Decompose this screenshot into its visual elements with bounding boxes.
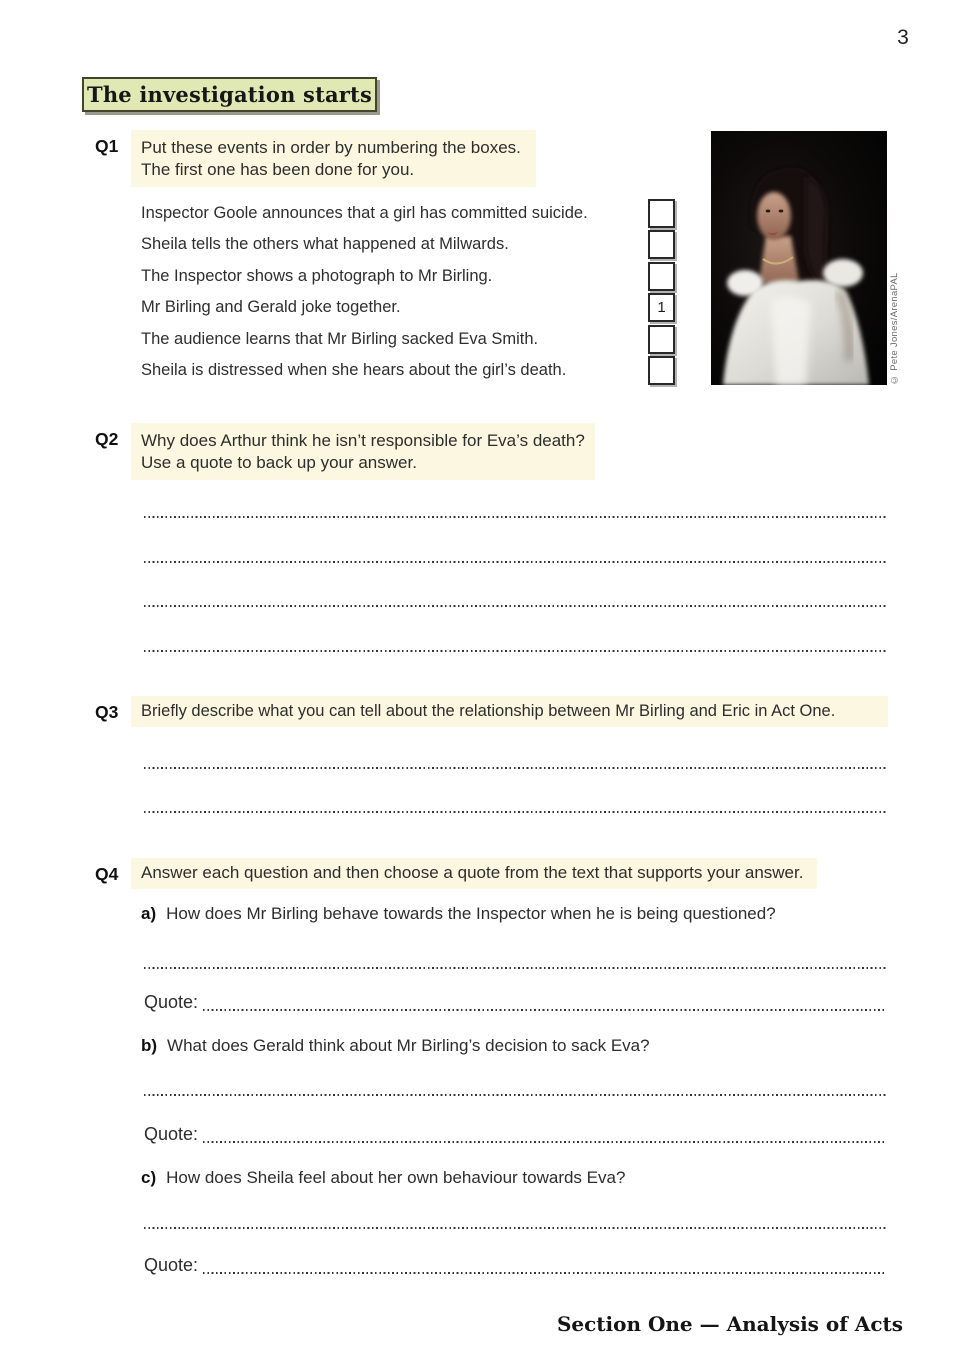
q4c-text: How does Sheila feel about her own behaviour towards Eva? <box>166 1168 626 1187</box>
section-title-box <box>82 77 377 112</box>
section-title: The investigation starts <box>87 82 372 107</box>
q4c-quote-label: Quote: <box>144 1255 199 1275</box>
q3-text: Briefly describe what you can tell about the relationship between Mr Birling and Eric in Act One. <box>141 702 836 720</box>
q4a-quote-label: Quote: <box>144 992 199 1012</box>
q4-label: Q4 <box>95 864 119 884</box>
q4b-label: b) <box>141 1036 158 1055</box>
q1-instruction <box>131 130 536 187</box>
q4c-label: c) <box>141 1168 157 1187</box>
answer-line[interactable] <box>144 1094 886 1096</box>
quote-line[interactable] <box>203 1141 886 1143</box>
quote-line[interactable] <box>203 1272 886 1274</box>
answer-line[interactable] <box>144 811 886 813</box>
q4b-quote-label: Quote: <box>144 1124 199 1144</box>
q4b-text: What does Gerald think about Mr Birling’s decision to sack Eva? <box>167 1036 650 1055</box>
section-footer: Section One — Analysis of Acts <box>556 1312 903 1336</box>
q4c-question <box>141 1168 921 1188</box>
event-text: The audience learns that Mr Birling sacked Eva Smith. <box>141 329 539 348</box>
event-row <box>141 324 675 355</box>
answer-line[interactable] <box>144 967 886 969</box>
order-checkbox[interactable] <box>648 356 675 385</box>
stage-photo-illustration <box>711 131 887 385</box>
q2-label: Q2 <box>95 429 119 449</box>
event-text: Mr Birling and Gerald joke together. <box>141 298 401 317</box>
answer-line[interactable] <box>144 650 886 652</box>
q4a-text: How does Mr Birling behave towards the Inspector when he is being questioned? <box>166 904 776 923</box>
photo-credit: © Pete Jones/ArenaPAL <box>889 272 900 385</box>
q4-text: Answer each question and then choose a quote from the text that supports your answer. <box>141 863 804 882</box>
q1-instruction-line2: The first one has been done for you. <box>141 160 415 179</box>
event-text: Inspector Goole announces that a girl has committed suicide. <box>141 204 588 222</box>
answer-line[interactable] <box>144 605 886 607</box>
answer-line[interactable] <box>144 516 886 518</box>
q2-line2: Use a quote to back up your answer. <box>141 453 417 472</box>
event-row <box>141 261 675 292</box>
q3-label: Q3 <box>95 702 119 722</box>
order-checkbox[interactable] <box>648 199 675 228</box>
event-text: Sheila is distressed when she hears about the girl’s death. <box>141 360 567 379</box>
q2-question <box>131 423 595 480</box>
order-checkbox[interactable] <box>648 325 675 354</box>
q1-label: Q1 <box>95 136 119 156</box>
answer-line[interactable] <box>144 1227 886 1229</box>
event-row <box>141 229 675 260</box>
q3-question <box>131 696 888 727</box>
answer-line[interactable] <box>144 561 886 563</box>
q1-event-list <box>141 198 675 386</box>
event-row <box>141 198 675 229</box>
event-text: Sheila tells the others what happened at Milwards. <box>141 235 509 254</box>
order-value: 1 <box>657 299 666 317</box>
q4a-label: a) <box>141 904 157 923</box>
order-checkbox[interactable] <box>648 293 675 322</box>
photo-sheila-stage <box>711 131 887 385</box>
answer-line[interactable] <box>144 767 886 769</box>
q4a-question <box>141 904 921 924</box>
event-row <box>141 355 675 386</box>
q4b-question <box>141 1036 921 1056</box>
q4-instruction <box>131 858 817 889</box>
page-number: 3 <box>897 26 909 49</box>
order-checkbox[interactable] <box>648 230 675 259</box>
event-row <box>141 292 675 323</box>
quote-line[interactable] <box>203 1009 886 1011</box>
order-checkbox[interactable] <box>648 262 675 291</box>
event-text: The Inspector shows a photograph to Mr Birling. <box>141 266 493 285</box>
q2-line1: Why does Arthur think he isn’t responsible for Eva’s death? <box>141 431 585 450</box>
q1-instruction-line1: Put these events in order by numbering the boxes. <box>141 138 521 157</box>
